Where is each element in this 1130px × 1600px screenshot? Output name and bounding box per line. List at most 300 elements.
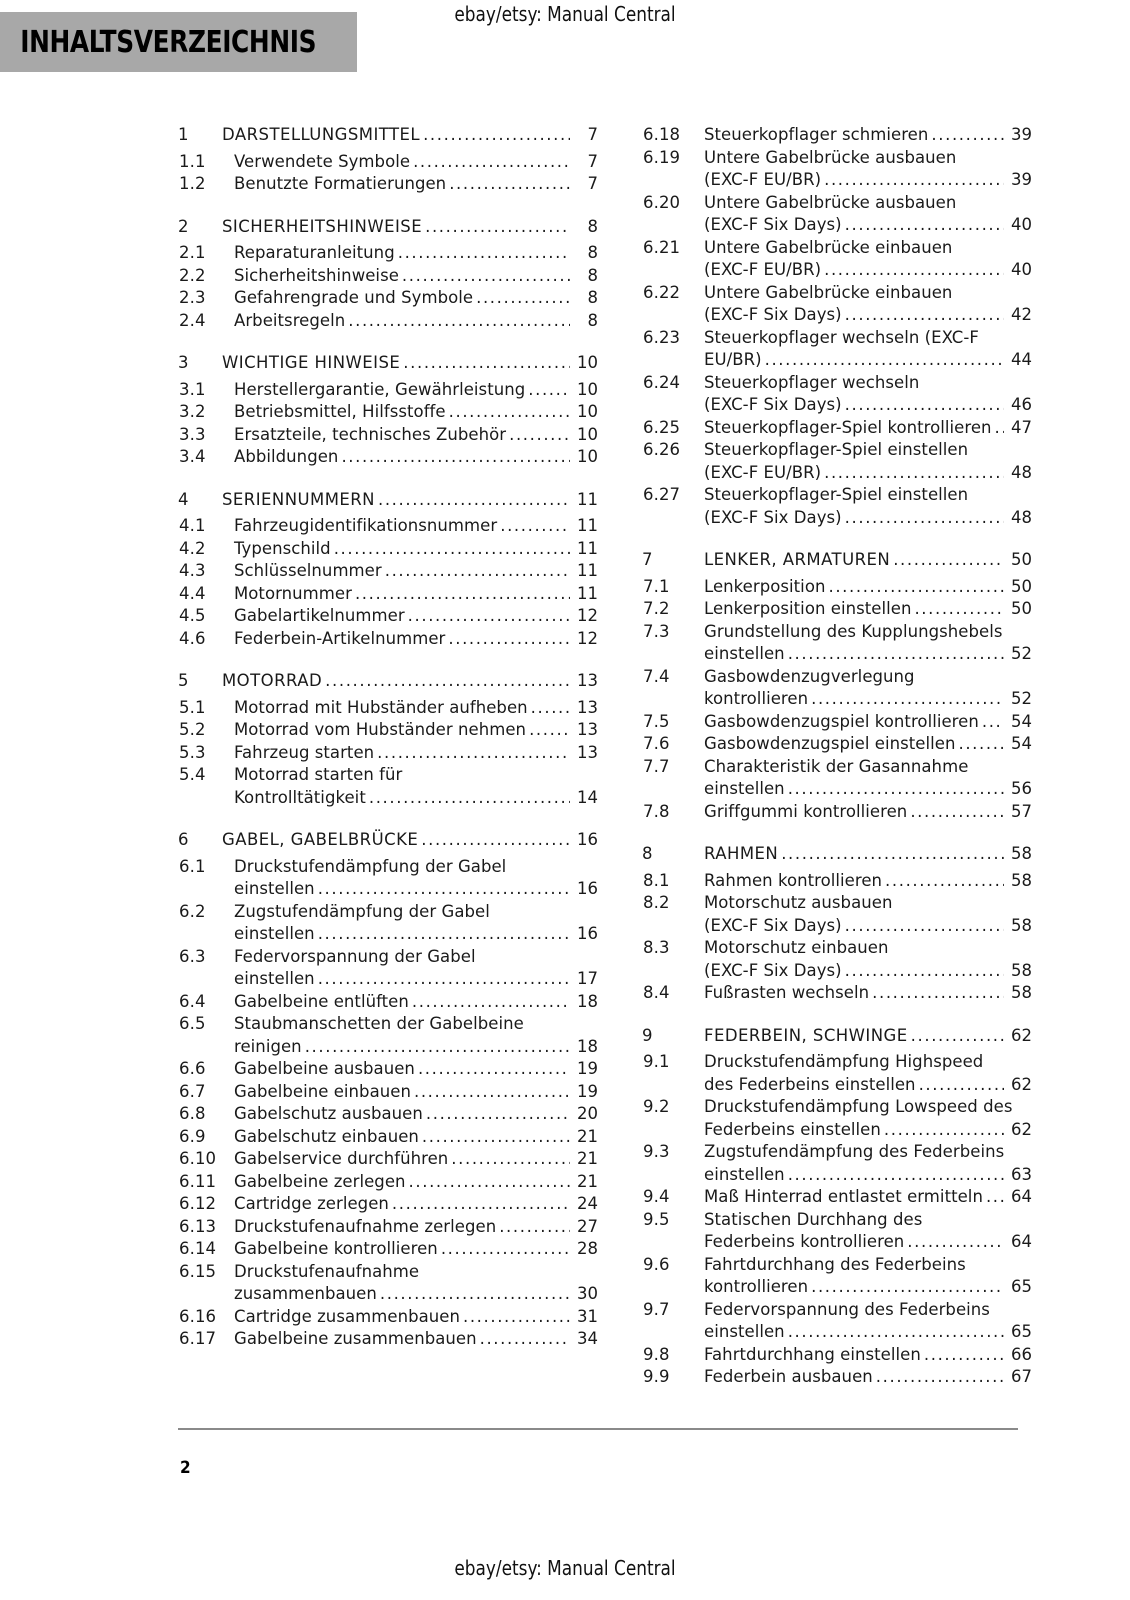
section-title-line: Cartridge zusammenbauen bbox=[234, 1306, 460, 1326]
section-body bbox=[704, 711, 1032, 734]
toc-section-row[interactable] bbox=[178, 742, 598, 765]
watermark-bottom: ebay/etsy: Manual Central bbox=[454, 1556, 676, 1580]
toc-section-row[interactable] bbox=[178, 560, 598, 583]
section-title-line: Gabelbeine einbauen bbox=[234, 1081, 411, 1101]
leader-dots bbox=[448, 628, 570, 651]
toc-chapter-row[interactable] bbox=[642, 549, 1032, 572]
section-page: 42 bbox=[1011, 305, 1032, 324]
toc-section-row[interactable] bbox=[642, 1254, 1032, 1299]
toc-section-row[interactable] bbox=[178, 265, 598, 288]
chapter-page: 10 bbox=[577, 353, 598, 372]
section-body bbox=[704, 1141, 1032, 1186]
section-page: 58 bbox=[1011, 870, 1032, 890]
toc-section-row[interactable] bbox=[178, 1261, 598, 1306]
section-title-line: Motorrad vom Hubständer nehmen bbox=[234, 720, 527, 739]
section-page: 66 bbox=[1011, 1344, 1032, 1364]
toc-chapter-row[interactable] bbox=[178, 489, 598, 512]
section-title-line: einstellen bbox=[234, 969, 315, 988]
leader-dots bbox=[422, 1126, 570, 1149]
leader-dots bbox=[402, 265, 570, 288]
section-body bbox=[234, 1103, 598, 1126]
toc-section-row[interactable] bbox=[642, 1344, 1032, 1367]
toc-chapter-row[interactable] bbox=[178, 352, 598, 375]
section-number: 4.1 bbox=[179, 516, 206, 535]
toc-section-row[interactable] bbox=[178, 991, 598, 1014]
toc-section-row[interactable] bbox=[642, 124, 1032, 147]
section-title-line: Untere Gabelbrücke ausbauen bbox=[704, 192, 957, 212]
section-number: 7.5 bbox=[643, 711, 670, 731]
toc-section-row[interactable] bbox=[178, 719, 598, 742]
toc-section-row[interactable] bbox=[642, 937, 1032, 982]
leader-dots bbox=[418, 1058, 570, 1081]
section-number: 7.3 bbox=[643, 621, 670, 641]
section-number: 4.4 bbox=[179, 583, 206, 603]
section-title-line: einstellen bbox=[704, 1164, 785, 1184]
section-body bbox=[234, 697, 598, 720]
leader-dots bbox=[765, 349, 1004, 372]
leader-dots bbox=[781, 843, 1004, 866]
section-page: 30 bbox=[577, 1284, 598, 1303]
section-title-line: Druckstufendämpfung der Gabel bbox=[234, 856, 507, 876]
toc-section-row[interactable] bbox=[178, 697, 598, 720]
chapter-title: DARSTELLUNGSMITTEL bbox=[222, 125, 421, 144]
toc-section-row[interactable] bbox=[178, 242, 598, 265]
section-body bbox=[234, 538, 598, 561]
section-number: 6.15 bbox=[179, 1261, 217, 1281]
toc-section-row[interactable] bbox=[178, 173, 598, 196]
section-title-line: Steuerkopflager schmieren bbox=[704, 125, 929, 144]
chapter-number: 4 bbox=[178, 489, 189, 509]
section-page: 67 bbox=[1011, 1367, 1032, 1386]
section-title-line: Untere Gabelbrücke ausbauen bbox=[704, 147, 957, 167]
section-page: 19 bbox=[577, 1059, 598, 1078]
toc-section-row[interactable] bbox=[178, 1081, 598, 1104]
section-body bbox=[234, 1328, 598, 1351]
chapter-number: 2 bbox=[178, 216, 189, 236]
section-page: 50 bbox=[1011, 576, 1032, 596]
section-page: 46 bbox=[1011, 395, 1032, 414]
toc-section-row[interactable] bbox=[642, 598, 1032, 621]
section-number: 5.2 bbox=[179, 720, 206, 739]
section-page: 62 bbox=[1011, 1119, 1032, 1139]
toc-section-row[interactable] bbox=[642, 576, 1032, 599]
chapter-body bbox=[704, 843, 1032, 866]
toc-section-row[interactable] bbox=[178, 605, 598, 628]
toc-section-row[interactable] bbox=[178, 424, 598, 447]
toc-section-row[interactable] bbox=[178, 764, 598, 809]
section-body bbox=[704, 937, 1032, 982]
section-body bbox=[234, 446, 598, 469]
section-number: 3.3 bbox=[179, 424, 206, 444]
section-page: 47 bbox=[1011, 417, 1032, 437]
leader-dots bbox=[876, 1366, 1004, 1389]
section-body bbox=[234, 242, 598, 265]
leader-dots bbox=[788, 1321, 1004, 1344]
section-title-line: Lenkerposition bbox=[704, 576, 826, 596]
section-title-line: Maß Hinterrad entlastet ermitteln bbox=[704, 1187, 983, 1206]
section-title-line: Typenschild bbox=[234, 538, 331, 558]
chapter-title: GABEL, GABELBRÜCKE bbox=[222, 830, 419, 849]
section-body bbox=[704, 1051, 1032, 1096]
section-number: 6.16 bbox=[179, 1306, 217, 1326]
toc-section-row[interactable] bbox=[642, 1299, 1032, 1344]
section-number: 9.4 bbox=[643, 1187, 670, 1206]
toc-section-row[interactable] bbox=[642, 1366, 1032, 1389]
toc-section-row[interactable] bbox=[642, 892, 1032, 937]
toc-section-row[interactable] bbox=[642, 439, 1032, 484]
section-number: 6.21 bbox=[643, 237, 681, 257]
leader-dots bbox=[872, 982, 1004, 1005]
section-body bbox=[704, 1344, 1032, 1367]
section-number: 8.1 bbox=[643, 870, 670, 890]
section-page: 17 bbox=[577, 969, 598, 988]
section-page: 40 bbox=[1011, 215, 1032, 234]
leader-dots bbox=[982, 711, 1004, 734]
leader-dots bbox=[986, 1186, 1004, 1209]
toc-section-row[interactable] bbox=[642, 801, 1032, 824]
section-body bbox=[704, 666, 1032, 711]
leader-dots bbox=[355, 583, 570, 606]
toc-section-row[interactable] bbox=[178, 583, 598, 606]
section-page: 27 bbox=[577, 1216, 598, 1236]
toc-section-row[interactable] bbox=[642, 147, 1032, 192]
toc-chapter-row[interactable] bbox=[642, 843, 1032, 866]
section-number: 6.14 bbox=[179, 1239, 217, 1258]
leader-dots bbox=[413, 151, 570, 174]
section-body bbox=[234, 173, 598, 196]
section-title-line: Steuerkopflager-Spiel kontrollieren bbox=[704, 417, 992, 437]
section-page: 39 bbox=[1011, 125, 1032, 144]
chapter-title: SICHERHEITSHINWEISE bbox=[222, 216, 423, 236]
section-number: 6.8 bbox=[179, 1104, 206, 1123]
section-number: 6.10 bbox=[179, 1149, 217, 1168]
toc-section-row[interactable] bbox=[642, 621, 1032, 666]
toc-section-row[interactable] bbox=[178, 1238, 598, 1261]
section-body bbox=[704, 192, 1032, 237]
section-number: 6.18 bbox=[643, 125, 681, 144]
section-title-line: Federbeins einstellen bbox=[704, 1119, 881, 1139]
chapter-number: 3 bbox=[178, 353, 189, 372]
leader-dots bbox=[924, 1344, 1004, 1367]
section-title-line: Federbein-Artikelnummer bbox=[234, 628, 446, 648]
leader-dots bbox=[341, 446, 570, 469]
section-title-line: Gasbowdenzugspiel kontrollieren bbox=[704, 711, 979, 731]
section-body bbox=[234, 856, 598, 901]
chapter-number: 9 bbox=[642, 1025, 653, 1045]
toc-section-row[interactable] bbox=[178, 379, 598, 402]
chapter-number: 6 bbox=[178, 830, 189, 849]
section-page: 12 bbox=[577, 606, 598, 625]
leader-dots bbox=[509, 424, 570, 447]
toc-section-row[interactable] bbox=[642, 192, 1032, 237]
section-title-line: einstellen bbox=[704, 644, 785, 663]
section-body bbox=[234, 719, 598, 742]
leader-dots bbox=[531, 697, 570, 720]
section-title-line: Gabelbeine kontrollieren bbox=[234, 1239, 438, 1258]
section-page: 31 bbox=[577, 1306, 598, 1326]
section-page: 7 bbox=[587, 174, 598, 193]
toc-section-row[interactable] bbox=[642, 733, 1032, 756]
section-title-line: Fahrzeug starten bbox=[234, 742, 375, 762]
toc-section-row[interactable] bbox=[642, 1186, 1032, 1209]
section-title-line: Reparaturanleitung bbox=[234, 243, 395, 262]
section-number: 6.7 bbox=[179, 1081, 206, 1101]
section-page: 11 bbox=[577, 516, 598, 535]
section-title-line: Untere Gabelbrücke einbauen bbox=[704, 282, 953, 302]
chapter-body bbox=[222, 670, 598, 693]
toc-section-row[interactable] bbox=[178, 1171, 598, 1194]
section-title-line: Ersatzteile, technisches Zubehör bbox=[234, 424, 507, 444]
toc-section-row[interactable] bbox=[642, 1209, 1032, 1254]
section-number: 9.1 bbox=[643, 1052, 670, 1071]
toc-section-row[interactable] bbox=[178, 1126, 598, 1149]
chapter-body bbox=[222, 489, 598, 512]
section-body bbox=[234, 401, 598, 424]
chapter-title: RAHMEN bbox=[704, 844, 779, 863]
section-page: 39 bbox=[1011, 170, 1032, 189]
toc-section-row[interactable] bbox=[642, 756, 1032, 801]
leader-dots bbox=[845, 507, 1004, 530]
section-title-line: einstellen bbox=[234, 924, 315, 943]
toc-section-row[interactable] bbox=[642, 870, 1032, 893]
toc-section-row[interactable] bbox=[642, 982, 1032, 1005]
section-body bbox=[234, 1238, 598, 1261]
section-number: 8.2 bbox=[643, 893, 670, 912]
leader-dots bbox=[845, 960, 1004, 983]
section-body bbox=[704, 439, 1032, 484]
toc-section-row[interactable] bbox=[178, 1328, 598, 1351]
toc-section-row[interactable] bbox=[178, 1193, 598, 1216]
leader-dots bbox=[385, 560, 570, 583]
chapter-number: 7 bbox=[642, 550, 653, 569]
section-title-line: Griffgummi kontrollieren bbox=[704, 801, 908, 821]
section-title-line: Zugstufendämpfung des Federbeins bbox=[704, 1142, 1005, 1161]
section-title-line: Gabelbeine ausbauen bbox=[234, 1059, 415, 1078]
toc-section-row[interactable] bbox=[642, 484, 1032, 529]
toc-section-row[interactable] bbox=[178, 1306, 598, 1329]
leader-dots bbox=[476, 287, 570, 310]
chapter-title: LENKER, ARMATUREN bbox=[704, 550, 891, 569]
section-body bbox=[704, 372, 1032, 417]
section-number: 7.8 bbox=[643, 801, 670, 821]
section-body bbox=[234, 1126, 598, 1149]
toc-section-row[interactable] bbox=[178, 287, 598, 310]
section-title-line: (EXC-F Six Days) bbox=[704, 915, 842, 935]
section-title-line: reinigen bbox=[234, 1036, 302, 1056]
toc-section-row[interactable] bbox=[178, 901, 598, 946]
section-title-line: Gabelschutz einbauen bbox=[234, 1126, 419, 1146]
section-body bbox=[234, 1261, 598, 1306]
toc-section-row[interactable] bbox=[178, 1216, 598, 1239]
section-number: 8.4 bbox=[643, 983, 670, 1002]
toc-section-row[interactable] bbox=[178, 1058, 598, 1081]
section-body bbox=[704, 576, 1032, 599]
section-number: 6.17 bbox=[179, 1329, 217, 1348]
section-title-line: Motorrad mit Hubständer aufheben bbox=[234, 697, 528, 717]
section-title-line: Steuerkopflager wechseln bbox=[704, 372, 920, 392]
leader-dots bbox=[451, 1148, 570, 1171]
toc-section-row[interactable] bbox=[642, 1051, 1032, 1096]
section-page: 14 bbox=[577, 787, 598, 807]
section-number: 6.12 bbox=[179, 1194, 217, 1213]
toc-section-row[interactable] bbox=[178, 515, 598, 538]
section-number: 5.3 bbox=[179, 742, 206, 762]
toc-section-row[interactable] bbox=[642, 282, 1032, 327]
leader-dots bbox=[392, 1193, 570, 1216]
toc-section-row[interactable] bbox=[642, 711, 1032, 734]
toc-section-row[interactable] bbox=[642, 372, 1032, 417]
section-title-line: (EXC-F Six Days) bbox=[704, 305, 842, 324]
toc-section-row[interactable] bbox=[642, 1141, 1032, 1186]
section-number: 6.23 bbox=[643, 327, 681, 347]
toc-section-row[interactable] bbox=[642, 417, 1032, 440]
section-body bbox=[234, 515, 598, 538]
section-body bbox=[234, 1058, 598, 1081]
section-page: 54 bbox=[1011, 734, 1032, 753]
leader-dots bbox=[425, 216, 570, 239]
footer-divider bbox=[178, 1428, 1018, 1430]
section-number: 3.2 bbox=[179, 402, 206, 421]
section-title-line: Druckstufendämpfung Lowspeed des bbox=[704, 1097, 1013, 1116]
section-body bbox=[704, 1254, 1032, 1299]
section-title-line: Gabelschutz ausbauen bbox=[234, 1104, 423, 1123]
leader-dots bbox=[824, 169, 1004, 192]
toc-section-row[interactable] bbox=[178, 151, 598, 174]
section-title-line: Charakteristik der Gasannahme bbox=[704, 756, 969, 776]
section-number: 1.1 bbox=[179, 151, 206, 171]
section-body bbox=[704, 733, 1032, 756]
leader-dots bbox=[318, 923, 570, 946]
section-body bbox=[234, 424, 598, 447]
leader-dots bbox=[403, 352, 570, 375]
section-body bbox=[234, 742, 598, 765]
section-number: 6.3 bbox=[179, 946, 206, 966]
toc-section-row[interactable] bbox=[642, 666, 1032, 711]
section-page: 11 bbox=[577, 561, 598, 580]
toc-section-row[interactable] bbox=[178, 446, 598, 469]
section-number: 9.8 bbox=[643, 1344, 670, 1364]
section-body bbox=[704, 982, 1032, 1005]
leader-dots bbox=[910, 801, 1004, 824]
chapter-body bbox=[704, 1025, 1032, 1048]
section-title-line: Staubmanschetten der Gabelbeine bbox=[234, 1014, 524, 1033]
leader-dots bbox=[441, 1238, 570, 1261]
toc-section-row[interactable] bbox=[178, 628, 598, 651]
leader-dots bbox=[828, 576, 1004, 599]
leader-dots bbox=[348, 310, 570, 333]
toc-section-row[interactable] bbox=[642, 327, 1032, 372]
leader-dots bbox=[412, 991, 570, 1014]
page-title-banner bbox=[0, 12, 357, 72]
section-number: 1.2 bbox=[179, 174, 206, 193]
toc-chapter-row[interactable] bbox=[178, 124, 598, 147]
section-page: 12 bbox=[577, 628, 598, 648]
section-title-line: Federbein ausbauen bbox=[704, 1367, 873, 1386]
section-title-line: Gabelbeine zusammenbauen bbox=[234, 1329, 477, 1348]
section-title-line: Statischen Durchhang des bbox=[704, 1209, 923, 1229]
section-page: 8 bbox=[587, 265, 598, 285]
section-body bbox=[234, 1013, 598, 1058]
section-page: 21 bbox=[577, 1149, 598, 1168]
leader-dots bbox=[380, 1283, 570, 1306]
leader-dots bbox=[421, 829, 570, 852]
chapter-page: 11 bbox=[577, 489, 598, 509]
toc-section-row[interactable] bbox=[178, 1148, 598, 1171]
toc-column-right bbox=[642, 124, 1032, 1389]
leader-dots bbox=[845, 214, 1004, 237]
section-page: 54 bbox=[1011, 711, 1032, 731]
toc-chapter-row[interactable] bbox=[178, 670, 598, 693]
toc-section-row[interactable] bbox=[642, 1096, 1032, 1141]
section-number: 6.11 bbox=[179, 1171, 217, 1191]
chapter-page: 50 bbox=[1011, 550, 1032, 569]
toc-chapter-row[interactable] bbox=[178, 216, 598, 239]
section-title-line: (EXC-F EU/BR) bbox=[704, 170, 822, 189]
section-page: 52 bbox=[1011, 644, 1032, 663]
section-number: 4.2 bbox=[179, 538, 206, 558]
chapter-number: 8 bbox=[642, 844, 653, 863]
toc-chapter-row[interactable] bbox=[642, 1025, 1032, 1048]
leader-dots bbox=[398, 242, 570, 265]
section-number: 4.5 bbox=[179, 606, 206, 625]
toc-section-row[interactable] bbox=[178, 538, 598, 561]
leader-dots bbox=[409, 1171, 570, 1194]
section-title-line: Druckstufenaufnahme zerlegen bbox=[234, 1216, 497, 1236]
section-title-line: (EXC-F Six Days) bbox=[704, 960, 842, 980]
section-page: 7 bbox=[587, 151, 598, 171]
toc-section-row[interactable] bbox=[178, 310, 598, 333]
toc-section-row[interactable] bbox=[178, 1103, 598, 1126]
toc-section-row[interactable] bbox=[178, 946, 598, 991]
section-title-line: Motorschutz ausbauen bbox=[704, 893, 893, 912]
section-title-line: Betriebsmittel, Hilfsstoffe bbox=[234, 402, 446, 421]
section-page: 58 bbox=[1011, 915, 1032, 935]
section-title-line: Fahrzeugidentifikationsnummer bbox=[234, 516, 498, 535]
section-body bbox=[704, 1299, 1032, 1344]
section-page: 13 bbox=[577, 742, 598, 762]
toc-chapter-row[interactable] bbox=[178, 829, 598, 852]
section-page: 20 bbox=[577, 1104, 598, 1123]
leader-dots bbox=[788, 1164, 1004, 1187]
section-number: 6.5 bbox=[179, 1014, 206, 1033]
section-title-line: Steuerkopflager-Spiel einstellen bbox=[704, 485, 969, 504]
leader-dots bbox=[325, 670, 570, 693]
toc-section-row[interactable] bbox=[642, 237, 1032, 282]
section-number: 9.6 bbox=[643, 1254, 670, 1274]
section-page: 21 bbox=[577, 1126, 598, 1146]
section-body bbox=[234, 560, 598, 583]
section-title-line: Gasbowdenzugspiel einstellen bbox=[704, 734, 956, 753]
section-page: 21 bbox=[577, 1171, 598, 1191]
footer-page-number: 2 bbox=[180, 1458, 191, 1478]
leader-dots bbox=[318, 878, 570, 901]
section-body bbox=[234, 991, 598, 1014]
section-title-line: Steuerkopflager wechseln (EXC-F bbox=[704, 327, 979, 347]
section-title-line: Steuerkopflager-Spiel einstellen bbox=[704, 440, 969, 459]
section-number: 7.1 bbox=[643, 576, 670, 596]
section-body bbox=[234, 287, 598, 310]
toc-section-row[interactable] bbox=[178, 401, 598, 424]
section-number: 6.4 bbox=[179, 991, 206, 1011]
toc-section-row[interactable] bbox=[178, 856, 598, 901]
section-body bbox=[704, 1096, 1032, 1141]
section-title-line: Federbeins kontrollieren bbox=[704, 1232, 905, 1251]
section-title-line: einstellen bbox=[234, 879, 315, 898]
leader-dots bbox=[378, 489, 570, 512]
section-page: 50 bbox=[1011, 599, 1032, 618]
toc-section-row[interactable] bbox=[178, 1013, 598, 1058]
section-body bbox=[704, 801, 1032, 824]
